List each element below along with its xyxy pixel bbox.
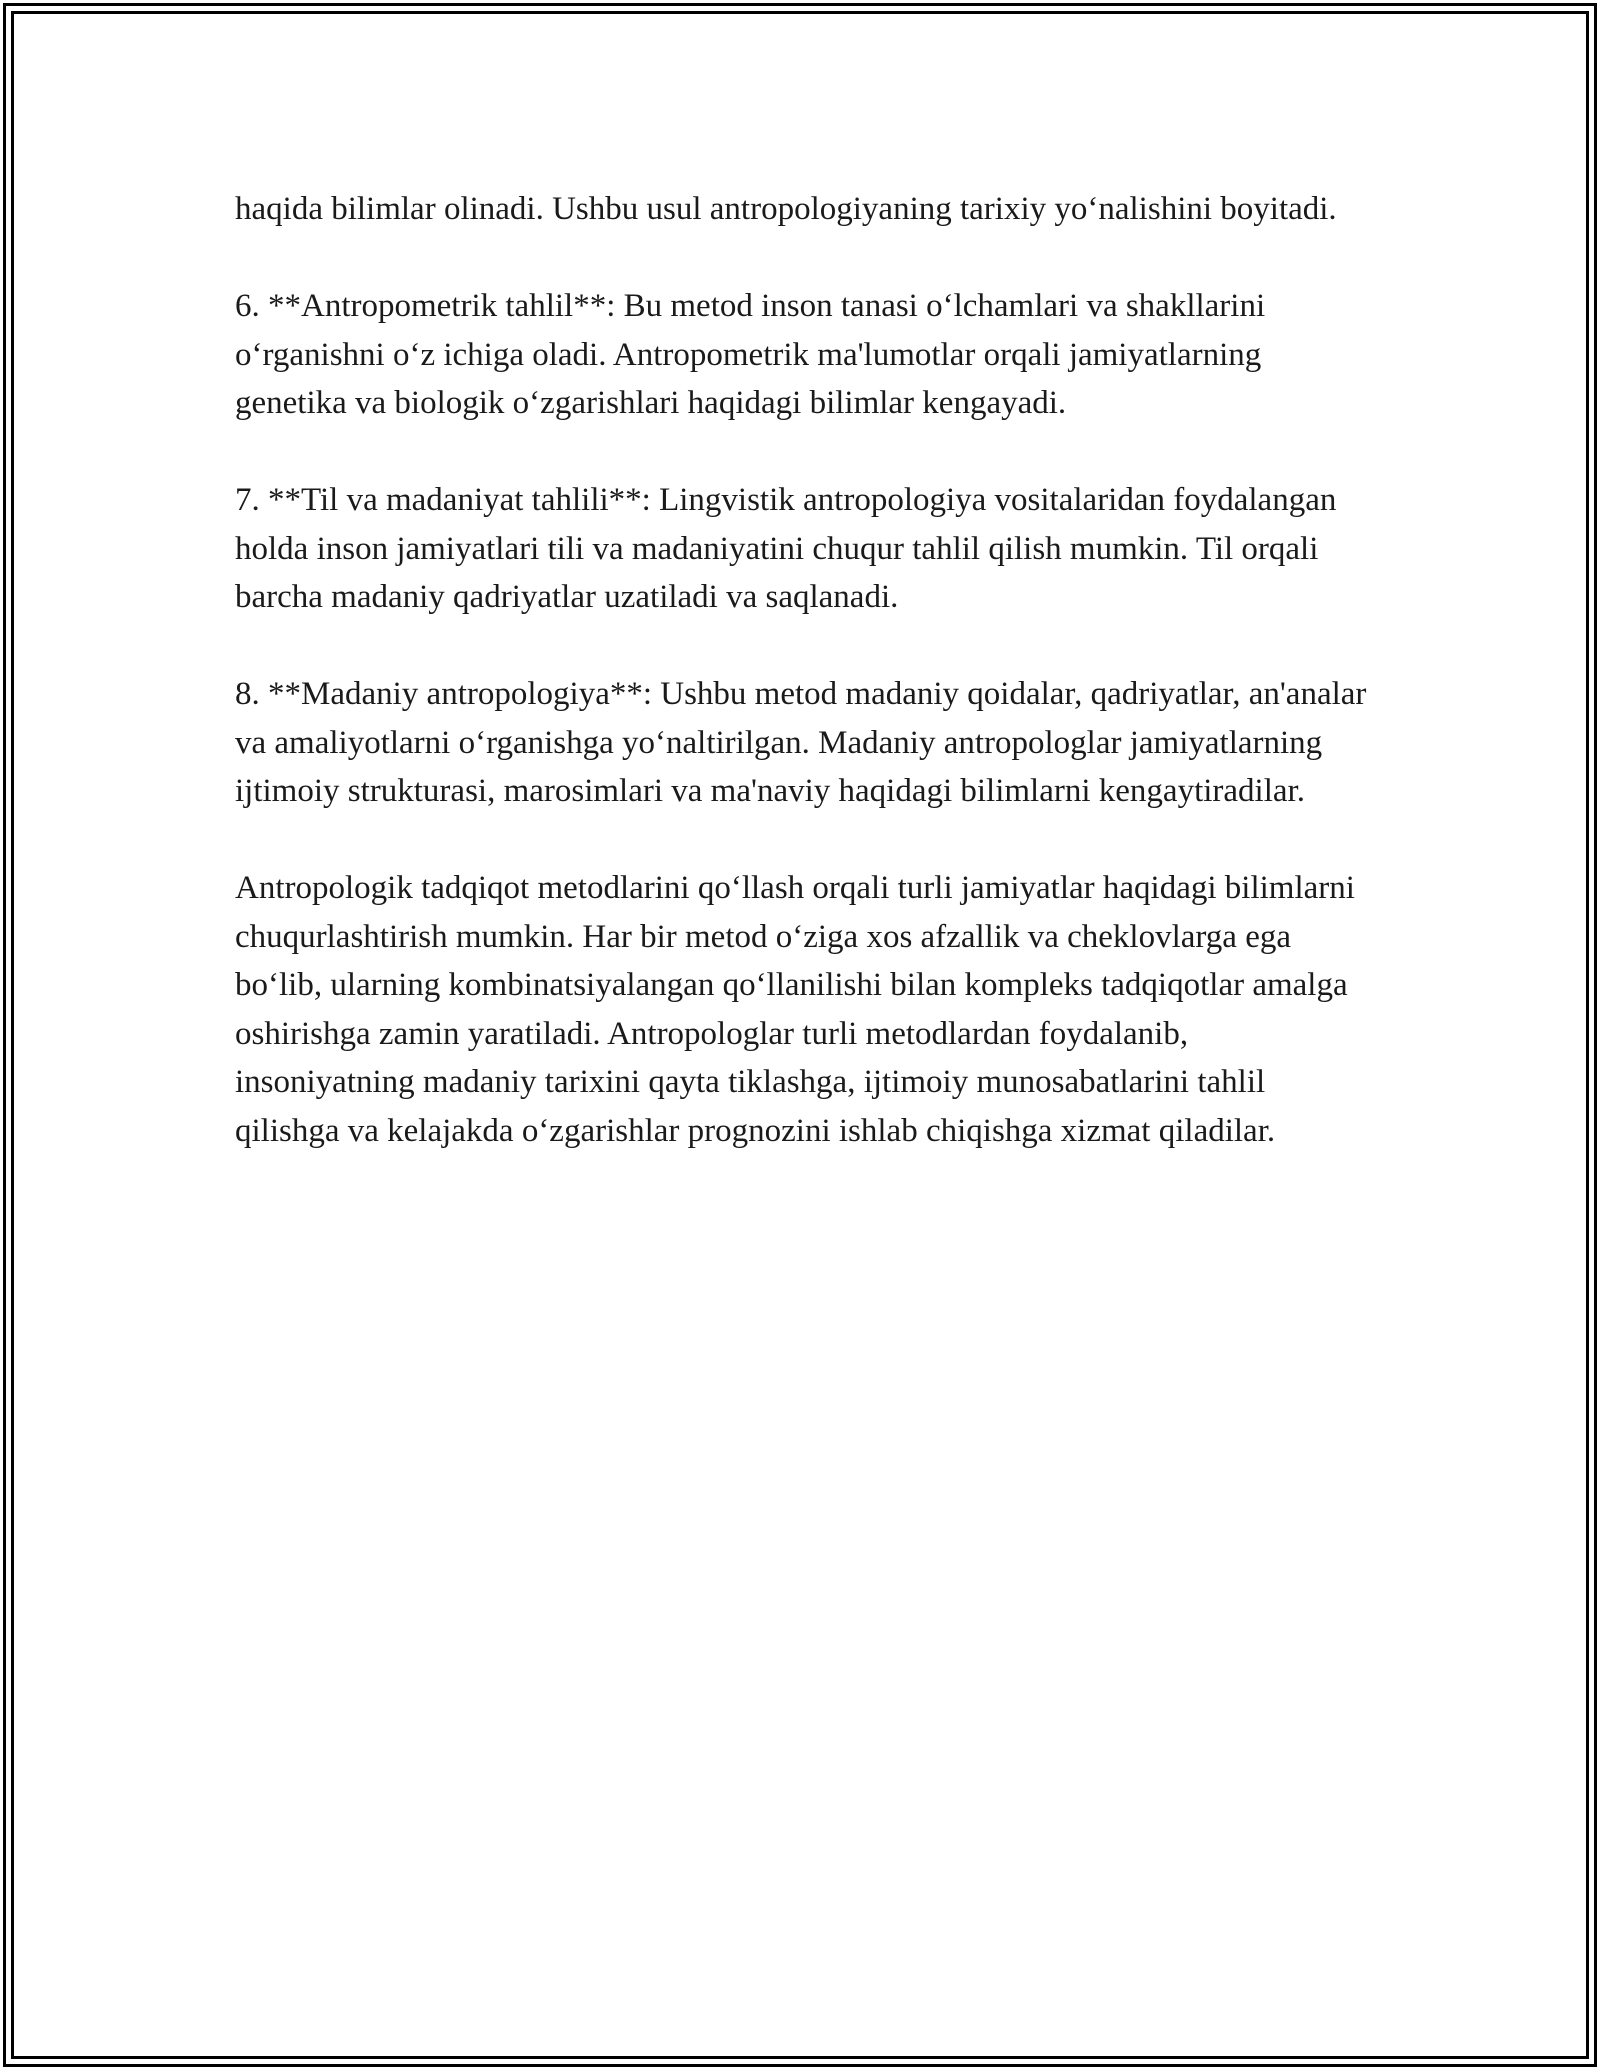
paragraph-antropometrik-tahlil: 6. **Antropometrik tahlil**: Bu metod inson tanasi oʻlchamlari va shakllarini oʻrganishni oʻz ichiga oladi. Antropometrik ma'lumotlar orqali jamiyatlarning genetika va biologik oʻzgarishlari haqidagi bilimlar kengayadi.	[235, 288, 1266, 421]
paragraph-madaniy-antropologiya: 8. **Madaniy antropologiya**: Ushbu metod madaniy qoidalar, qadriyatlar, an'analar va amaliyotlarni oʻrganishga yoʻnaltirilgan. Madaniy antropologlar jamiyatlarning ijtimoiy strukturasi, marosimlari va ma'naviy haqidagi bilimlarni kengaytiradilar.	[235, 676, 1367, 809]
document-body	[235, 185, 1375, 1155]
paragraph-til-va-madaniyat: 7. **Til va madaniyat tahlili**: Lingvistik antropologiya vositalaridan foydalangan holda inson jamiyatlari tili va madaniyatini chuqur tahlil qilish mumkin. Til orqali barcha madaniy qadriyatlar uzatiladi va saqlanadi.	[235, 482, 1337, 615]
paragraph-continuation: haqida bilimlar olinadi. Ushbu usul antropologiyaning tarixiy yoʻnalishini boyitadi.	[235, 191, 1337, 227]
paragraph-conclusion: Antropologik tadqiqot metodlarini qoʻllash orqali turli jamiyatlar haqidagi bilimlarni chuqurlashtirish mumkin. Har bir metod oʻziga xos afzallik va cheklovlarga ega boʻlib, ularning kombinatsiyalangan qoʻllanilishi bilan kompleks tadqiqotlar amalga oshirishga zamin yaratiladi. Antropologlar turli metodlardan foydalanib, insoniyatning madaniy tarixini qayta tiklashga, ijtimoiy munosabatlarini tahlil qilishga va kelajakda oʻzgarishlar prognozini ishlab chiqishga xizmat qiladilar.	[235, 870, 1355, 1149]
